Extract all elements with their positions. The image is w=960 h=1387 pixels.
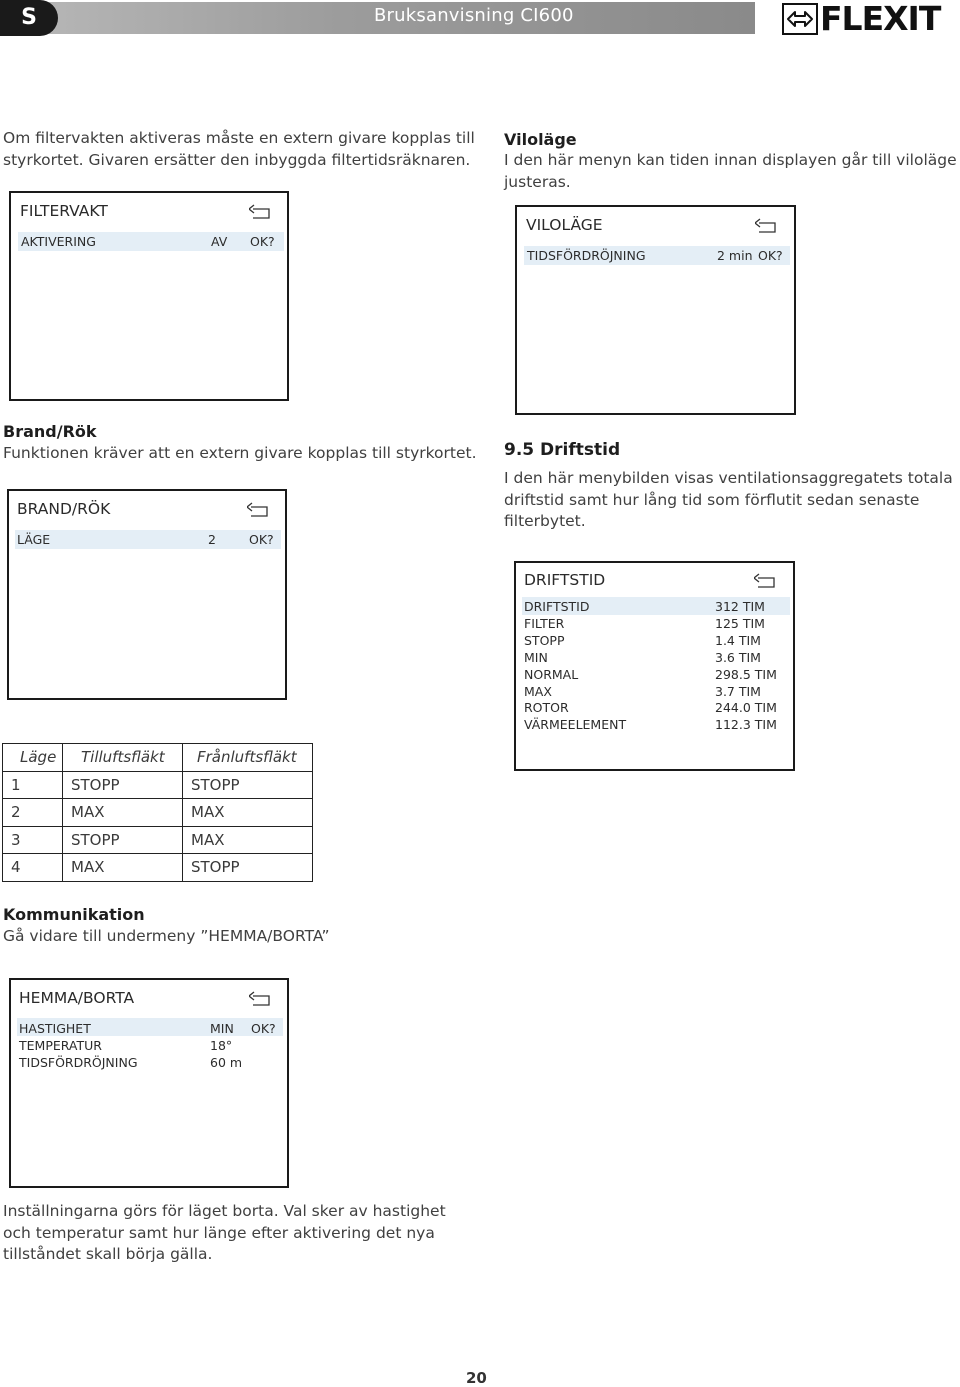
kommunikation-text: Gå vidare till undermeny ”HEMMA/BORTA”: [3, 927, 330, 945]
filtervakt-intro-line2: styrkortet. Givaren ersätter den inbyggda filtertidsräknaren.: [3, 150, 471, 169]
row-label: AKTIVERING: [21, 234, 96, 249]
brand-rok-text: Funktionen kräver att en extern givare kopplas till styrkortet.: [3, 444, 477, 462]
list-item-label: DRIFTSTID: [524, 599, 590, 614]
list-item-value: 244.0 TIM: [715, 700, 777, 716]
table-cell: STOPP: [183, 854, 313, 882]
list-item-label: TEMPERATUR: [19, 1038, 102, 1053]
back-arrow-icon[interactable]: [754, 573, 778, 589]
back-arrow-icon[interactable]: [249, 991, 273, 1007]
table-cell: 4: [3, 854, 63, 882]
list-item-label: ROTOR: [524, 700, 569, 716]
driftstid-labels: [524, 599, 626, 734]
page-header: [0, 0, 960, 36]
driftstid-text-line2: driftstid samt hur lång tid som förflutit sedan senaste: [504, 490, 920, 509]
table-row: [3, 854, 313, 882]
list-item-value: 125 TIM: [715, 615, 765, 631]
table-header: Frånluftsfläkt: [183, 744, 313, 772]
driftstid-screen: [514, 561, 795, 771]
row-value: 2 min: [717, 248, 753, 263]
page-number: 20: [466, 1369, 487, 1387]
ok-prompt[interactable]: OK?: [249, 532, 274, 547]
table-cell: MAX: [63, 854, 183, 882]
table-cell: MAX: [63, 799, 183, 827]
screen-title: DRIFTSTID: [524, 571, 606, 589]
driftstid-text: [504, 468, 953, 533]
row-value: AV: [211, 234, 228, 249]
list-item-value: 1.4 TIM: [715, 632, 761, 648]
table-cell: 3: [3, 826, 63, 854]
hemma-borta-values: [210, 1020, 242, 1071]
ok-prompt[interactable]: OK?: [250, 234, 275, 249]
table-row: [3, 771, 313, 799]
list-item-label: MIN: [524, 649, 548, 665]
row-label: LÄGE: [17, 532, 51, 547]
hemma-borta-labels: [19, 1020, 138, 1071]
brand-rok-heading: Brand/Rök: [3, 422, 97, 441]
brand-rok-screen: [7, 489, 287, 700]
vilolage-text: [504, 150, 957, 193]
fan-mode-table: [2, 743, 313, 882]
list-item-value: 60 m: [210, 1055, 243, 1070]
list-item-value: 18°: [210, 1038, 233, 1053]
ok-prompt[interactable]: OK?: [251, 1021, 276, 1036]
kommunikation-after-text: [3, 1201, 446, 1266]
table-header: Läge: [3, 744, 63, 772]
table-row: [3, 799, 313, 827]
row-value: 2: [208, 532, 216, 547]
aktivering-row[interactable]: [18, 232, 284, 251]
driftstid-text-line1: I den här menybilden visas ventilationsaggregatets totala: [504, 469, 953, 487]
driftstid-heading: 9.5 Driftstid: [504, 440, 621, 460]
table-cell: STOPP: [183, 771, 313, 799]
table-cell: 1: [3, 771, 63, 799]
list-item-value: MIN: [210, 1021, 234, 1036]
screen-title: VILOLÄGE: [526, 216, 603, 234]
back-arrow-icon[interactable]: [249, 204, 273, 220]
list-item-label: VÄRMEELEMENT: [524, 717, 627, 733]
flexit-logo: [782, 2, 960, 36]
list-item-value: 3.7 TIM: [715, 683, 761, 699]
back-arrow-icon[interactable]: [755, 218, 779, 234]
table-cell: STOPP: [63, 826, 183, 854]
driftstid-values: [715, 599, 777, 734]
table-header-row: [3, 744, 313, 772]
row-label: TIDSFÖRDRÖJNING: [527, 248, 646, 263]
table-cell: 2: [3, 799, 63, 827]
list-item-label: FILTER: [524, 615, 565, 631]
screen-title: BRAND/RÖK: [17, 500, 111, 518]
double-arrow-logo-icon: [782, 3, 818, 35]
table-cell: MAX: [183, 799, 313, 827]
screen-title: FILTERVAKT: [20, 202, 108, 220]
after-text-line2: och temperatur samt hur länge efter aktivering det nya: [3, 1223, 435, 1242]
list-item-value: 312 TIM: [715, 599, 765, 614]
vilolage-text-line2: justeras.: [504, 172, 571, 191]
filtervakt-intro-line1: Om filtervakten aktiveras måste en extern givare kopplas till: [3, 129, 475, 147]
table-row: [3, 826, 313, 854]
filtervakt-screen: [9, 191, 289, 401]
table-cell: STOPP: [63, 771, 183, 799]
list-item-label: MAX: [524, 683, 552, 699]
document-title: Bruksanvisning CI600: [374, 5, 574, 26]
list-item-label: NORMAL: [524, 666, 579, 682]
hemma-borta-screen: [9, 978, 289, 1188]
language-badge: S: [0, 0, 58, 36]
list-item-value: 112.3 TIM: [715, 717, 777, 733]
ok-prompt[interactable]: OK?: [758, 248, 783, 263]
list-item-label: STOPP: [524, 632, 565, 648]
table-header: Tilluftsfläkt: [63, 744, 183, 772]
logo-text: FLEXIT: [820, 0, 941, 38]
driftstid-text-line3: filterbytet.: [504, 512, 586, 530]
filtervakt-intro: [3, 128, 475, 171]
vilolage-screen: [515, 205, 796, 415]
tidsfordrojning-row[interactable]: [524, 246, 790, 265]
lage-row[interactable]: [15, 530, 281, 549]
after-text-line1: Inställningarna görs för läget borta. Val sker av hastighet: [3, 1202, 446, 1220]
screen-title: HEMMA/BORTA: [19, 989, 135, 1007]
vilolage-heading: Viloläge: [504, 130, 577, 149]
list-item-value: 298.5 TIM: [715, 666, 777, 682]
table-cell: MAX: [183, 826, 313, 854]
list-item-value: 3.6 TIM: [715, 649, 761, 665]
list-item-label: HASTIGHET: [19, 1021, 91, 1036]
vilolage-text-line1: I den här menyn kan tiden innan displayen går till viloläge: [504, 151, 957, 169]
after-text-line3: tillståndet skall börja gälla.: [3, 1245, 213, 1263]
list-item-label: TIDSFÖRDRÖJNING: [19, 1055, 138, 1070]
kommunikation-heading: Kommunikation: [3, 905, 145, 924]
back-arrow-icon[interactable]: [247, 502, 271, 518]
